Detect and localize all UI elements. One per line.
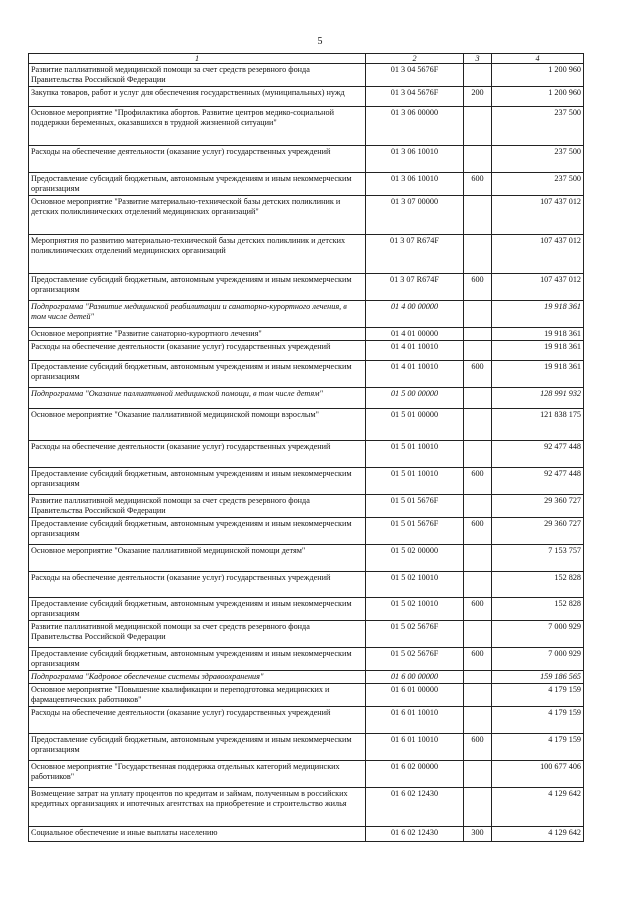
row-code-cell: 01 5 02 5676F — [366, 648, 464, 671]
row-vid-cell — [464, 671, 492, 684]
row-sum-cell: 107 437 012 — [492, 235, 584, 274]
row-vid-cell — [464, 107, 492, 146]
table-row — [29, 518, 584, 545]
table-row — [29, 146, 584, 173]
row-name-cell: Предоставление субсидий бюджетным, автономным учреждениям и иным некоммерческим организациям — [29, 518, 366, 545]
header-col-1: 1 — [29, 54, 366, 64]
row-code-cell: 01 3 07 R674F — [366, 235, 464, 274]
row-sum-cell: 92 477 448 — [492, 468, 584, 495]
table-row — [29, 621, 584, 648]
budget-table — [28, 53, 584, 842]
table-row — [29, 301, 584, 328]
row-name-cell: Развитие паллиативной медицинской помощи за счет средств резервного фонда Правительства Российской Федерации — [29, 64, 366, 87]
row-vid-cell: 300 — [464, 827, 492, 842]
table-row — [29, 196, 584, 235]
table-row — [29, 598, 584, 621]
row-name-cell: Социальное обеспечение и иные выплаты населению — [29, 827, 366, 842]
row-sum-cell: 7 153 757 — [492, 545, 584, 572]
row-name-cell: Основное мероприятие "Повышение квалификации и переподготовка медицинских и фармацевтических работников" — [29, 684, 366, 707]
table-row — [29, 361, 584, 388]
row-code-cell: 01 3 06 00000 — [366, 107, 464, 146]
row-name-cell: Основное мероприятие "Государственная поддержка отдельных категорий медицинских работников" — [29, 761, 366, 788]
row-sum-cell: 121 838 175 — [492, 409, 584, 441]
row-vid-cell — [464, 761, 492, 788]
row-vid-cell — [464, 684, 492, 707]
table-row — [29, 274, 584, 301]
table-row — [29, 827, 584, 842]
row-vid-cell — [464, 196, 492, 235]
row-sum-cell: 7 000 929 — [492, 648, 584, 671]
row-sum-cell: 1 200 960 — [492, 64, 584, 87]
table-row — [29, 495, 584, 518]
table-row — [29, 235, 584, 274]
row-code-cell: 01 4 01 10010 — [366, 361, 464, 388]
row-vid-cell — [464, 235, 492, 274]
row-code-cell: 01 6 02 00000 — [366, 761, 464, 788]
row-code-cell: 01 5 00 00000 — [366, 388, 464, 409]
row-sum-cell: 19 918 361 — [492, 361, 584, 388]
table-row — [29, 341, 584, 361]
row-name-cell: Расходы на обеспечение деятельности (оказание услуг) государственных учреждений — [29, 441, 366, 468]
row-sum-cell: 7 000 929 — [492, 621, 584, 648]
row-code-cell: 01 4 00 00000 — [366, 301, 464, 328]
row-name-cell: Расходы на обеспечение деятельности (оказание услуг) государственных учреждений — [29, 572, 366, 598]
row-sum-cell: 4 179 159 — [492, 707, 584, 734]
row-code-cell: 01 5 02 10010 — [366, 598, 464, 621]
table-row — [29, 388, 584, 409]
row-sum-cell: 159 186 565 — [492, 671, 584, 684]
row-code-cell: 01 6 01 00000 — [366, 684, 464, 707]
table-row — [29, 572, 584, 598]
row-vid-cell: 600 — [464, 468, 492, 495]
row-sum-cell: 19 918 361 — [492, 301, 584, 328]
row-code-cell: 01 3 06 10010 — [366, 173, 464, 196]
row-vid-cell — [464, 495, 492, 518]
row-name-cell: Предоставление субсидий бюджетным, автономным учреждениям и иным некоммерческим организациям — [29, 734, 366, 761]
row-name-cell: Закупка товаров, работ и услуг для обеспечения государственных (муниципальных) нужд — [29, 87, 366, 107]
row-sum-cell: 237 500 — [492, 173, 584, 196]
row-name-cell: Мероприятия по развитию материально-технической базы детских поликлиник и детских поликлинических отделений медицинских организаций — [29, 235, 366, 274]
row-code-cell: 01 4 01 10010 — [366, 341, 464, 361]
table-row — [29, 441, 584, 468]
row-name-cell: Подпрограмма "Развитие медицинской реабилитации и санаторно-курортного лечения, в том числе детей" — [29, 301, 366, 328]
row-vid-cell — [464, 441, 492, 468]
row-sum-cell: 4 179 159 — [492, 684, 584, 707]
row-vid-cell — [464, 146, 492, 173]
row-code-cell: 01 5 01 5676F — [366, 518, 464, 545]
row-name-cell: Предоставление субсидий бюджетным, автономным учреждениям и иным некоммерческим организациям — [29, 173, 366, 196]
row-vid-cell — [464, 64, 492, 87]
row-name-cell: Подпрограмма "Оказание паллиативной медицинской помощи, в том числе детям" — [29, 388, 366, 409]
row-sum-cell: 107 437 012 — [492, 274, 584, 301]
row-vid-cell — [464, 409, 492, 441]
row-name-cell: Предоставление субсидий бюджетным, автономным учреждениям и иным некоммерческим организациям — [29, 361, 366, 388]
table-row — [29, 734, 584, 761]
row-name-cell: Основное мероприятие "Оказание паллиативной медицинской помощи детям" — [29, 545, 366, 572]
row-name-cell: Основное мероприятие "Развитие санаторно-курортного лечения" — [29, 328, 366, 341]
row-sum-cell: 1 200 960 — [492, 87, 584, 107]
row-code-cell: 01 3 04 5676F — [366, 87, 464, 107]
row-vid-cell: 600 — [464, 734, 492, 761]
row-vid-cell — [464, 388, 492, 409]
row-name-cell: Расходы на обеспечение деятельности (оказание услуг) государственных учреждений — [29, 146, 366, 173]
page-number: 5 — [317, 36, 323, 47]
row-vid-cell — [464, 572, 492, 598]
row-name-cell: Развитие паллиативной медицинской помощи за счет средств резервного фонда Правительства Российской Федерации — [29, 495, 366, 518]
table-row — [29, 107, 584, 146]
row-code-cell: 01 6 02 12430 — [366, 827, 464, 842]
row-code-cell: 01 6 02 12430 — [366, 788, 464, 827]
row-code-cell: 01 5 02 10010 — [366, 572, 464, 598]
row-vid-cell: 600 — [464, 173, 492, 196]
row-vid-cell: 200 — [464, 87, 492, 107]
row-code-cell: 01 5 01 10010 — [366, 441, 464, 468]
table-row — [29, 87, 584, 107]
table-row — [29, 648, 584, 671]
table-row — [29, 684, 584, 707]
row-vid-cell — [464, 707, 492, 734]
row-code-cell: 01 6 01 10010 — [366, 707, 464, 734]
row-sum-cell: 237 500 — [492, 107, 584, 146]
table-row — [29, 328, 584, 341]
row-vid-cell: 600 — [464, 648, 492, 671]
row-name-cell: Основное мероприятие "Развитие материально-технической базы детских поликлиник и детских поликлинических отделений медицинских организаций" — [29, 196, 366, 235]
row-code-cell: 01 5 01 10010 — [366, 468, 464, 495]
table-row — [29, 173, 584, 196]
row-vid-cell — [464, 788, 492, 827]
row-vid-cell: 600 — [464, 361, 492, 388]
row-name-cell: Основное мероприятие "Оказание паллиативной медицинской помощи взрослым" — [29, 409, 366, 441]
row-vid-cell — [464, 301, 492, 328]
row-sum-cell: 237 500 — [492, 146, 584, 173]
row-sum-cell: 19 918 361 — [492, 328, 584, 341]
row-name-cell: Предоставление субсидий бюджетным, автономным учреждениям и иным некоммерческим организациям — [29, 274, 366, 301]
row-code-cell: 01 5 02 5676F — [366, 621, 464, 648]
table-row — [29, 468, 584, 495]
row-vid-cell: 600 — [464, 598, 492, 621]
row-code-cell: 01 6 01 10010 — [366, 734, 464, 761]
header-col-4: 4 — [492, 54, 584, 64]
row-name-cell: Предоставление субсидий бюджетным, автономным учреждениям и иным некоммерческим организациям — [29, 468, 366, 495]
table-row — [29, 761, 584, 788]
row-sum-cell: 92 477 448 — [492, 441, 584, 468]
row-vid-cell — [464, 341, 492, 361]
table-header-row — [29, 54, 584, 64]
row-vid-cell — [464, 328, 492, 341]
row-sum-cell: 4 179 159 — [492, 734, 584, 761]
row-code-cell: 01 5 02 00000 — [366, 545, 464, 572]
row-sum-cell: 100 677 406 — [492, 761, 584, 788]
row-sum-cell: 29 360 727 — [492, 495, 584, 518]
table-row — [29, 707, 584, 734]
table-row — [29, 545, 584, 572]
row-vid-cell — [464, 621, 492, 648]
row-code-cell: 01 6 00 00000 — [366, 671, 464, 684]
row-sum-cell: 107 437 012 — [492, 196, 584, 235]
row-name-cell: Предоставление субсидий бюджетным, автономным учреждениям и иным некоммерческим организациям — [29, 648, 366, 671]
row-code-cell: 01 4 01 00000 — [366, 328, 464, 341]
row-sum-cell: 152 828 — [492, 598, 584, 621]
row-name-cell: Расходы на обеспечение деятельности (оказание услуг) государственных учреждений — [29, 341, 366, 361]
row-code-cell: 01 5 01 00000 — [366, 409, 464, 441]
table-row — [29, 671, 584, 684]
header-col-3: 3 — [464, 54, 492, 64]
header-col-2: 2 — [366, 54, 464, 64]
row-code-cell: 01 5 01 5676F — [366, 495, 464, 518]
row-code-cell: 01 3 06 10010 — [366, 146, 464, 173]
table-row — [29, 409, 584, 441]
row-name-cell: Основное мероприятие "Профилактика абортов. Развитие центров медико-социальной поддержки беременных, оказавшихся в трудной жизненной ситуации" — [29, 107, 366, 146]
row-vid-cell — [464, 545, 492, 572]
row-name-cell: Расходы на обеспечение деятельности (оказание услуг) государственных учреждений — [29, 707, 366, 734]
row-name-cell: Развитие паллиативной медицинской помощи за счет средств резервного фонда Правительства Российской Федерации — [29, 621, 366, 648]
row-code-cell: 01 3 07 R674F — [366, 274, 464, 301]
table-row — [29, 64, 584, 87]
row-sum-cell: 152 828 — [492, 572, 584, 598]
row-sum-cell: 4 129 642 — [492, 827, 584, 842]
row-code-cell: 01 3 04 5676F — [366, 64, 464, 87]
row-sum-cell: 29 360 727 — [492, 518, 584, 545]
row-sum-cell: 4 129 642 — [492, 788, 584, 827]
table-row — [29, 788, 584, 827]
row-sum-cell: 128 991 932 — [492, 388, 584, 409]
row-code-cell: 01 3 07 00000 — [366, 196, 464, 235]
row-vid-cell: 600 — [464, 274, 492, 301]
row-name-cell: Предоставление субсидий бюджетным, автономным учреждениям и иным некоммерческим организациям — [29, 598, 366, 621]
row-name-cell: Подпрограмма "Кадровое обеспечение системы здравоохранения" — [29, 671, 366, 684]
row-name-cell: Возмещение затрат на уплату процентов по кредитам и займам, полученным в российских кредитных организациях и ипотечных агентствах на приобретение и строительство жилья — [29, 788, 366, 827]
row-sum-cell: 19 918 361 — [492, 341, 584, 361]
row-vid-cell: 600 — [464, 518, 492, 545]
